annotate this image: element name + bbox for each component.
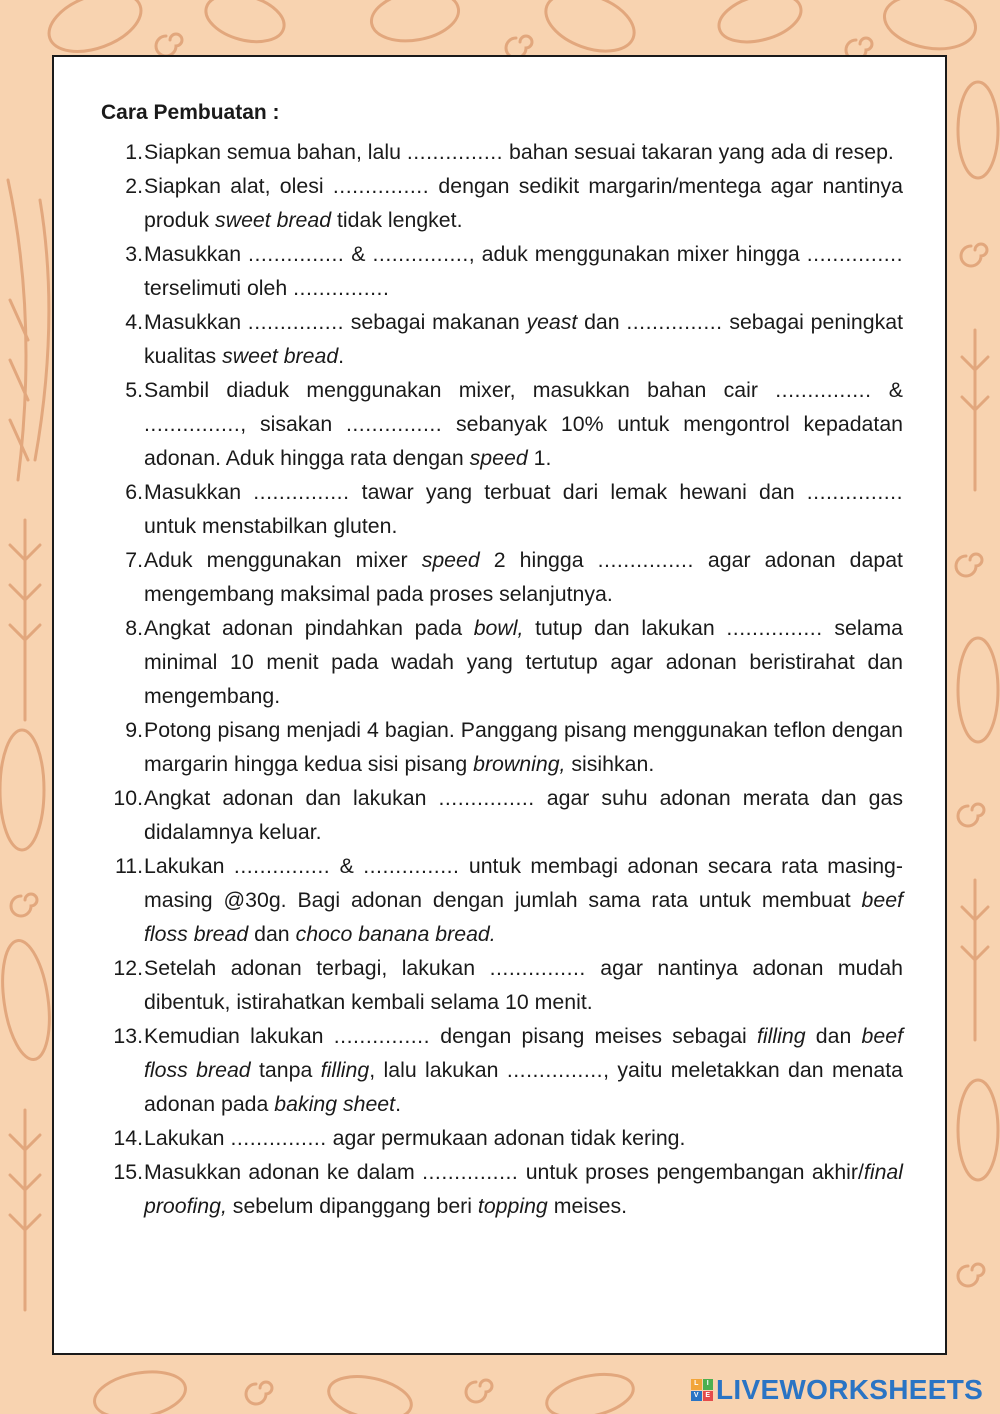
fill-in-blank[interactable]: ............... [345, 412, 443, 436]
step-text: tutup dan lakukan [523, 616, 727, 640]
steps-list [103, 135, 903, 1223]
fill-in-blank[interactable]: ............... [626, 310, 723, 334]
liveworksheets-badge-icon [691, 1379, 713, 1401]
wheat-doodle-icon [10, 1110, 40, 1310]
step-number: 13. [113, 1024, 143, 1048]
step-text: dan [577, 310, 627, 334]
step-text: agar permukaan adonan tidak kering. [326, 1126, 686, 1150]
step-text: sisihkan. [565, 752, 655, 776]
step-item [103, 475, 903, 543]
step-text: Potong pisang menjadi 4 bagian. Panggang pisang menggunakan teflon dengan margarin hingga kedua sisi pisang [144, 718, 903, 776]
step-text: dengan pisang meises sebagai [430, 1024, 758, 1048]
step-text: 1. [527, 446, 552, 470]
fill-in-blank[interactable]: ............... [248, 242, 345, 266]
step-item [103, 1155, 903, 1223]
step-text: sebelum dipanggang beri [226, 1194, 478, 1218]
spiral-doodle-icon [246, 1382, 272, 1404]
step-text: untuk menstabilkan gluten. [144, 514, 398, 538]
step-text: , lalu lakukan [369, 1058, 507, 1082]
step-text: dan [805, 1024, 862, 1048]
step-text: 2 hingga [479, 548, 598, 572]
step-number: 9. [125, 718, 143, 742]
step-text-italic: bowl, [473, 616, 524, 640]
fill-in-blank[interactable]: ............... [372, 242, 469, 266]
step-text: Angkat adonan pindahkan pada [144, 616, 474, 640]
step-number: 7. [125, 548, 143, 572]
section-heading: Cara Pembuatan : [101, 101, 280, 124]
wheat-doodle-icon [10, 520, 40, 720]
step-item [103, 237, 903, 305]
step-text: dengan sedikit margarin/mentega agar nantinya produk [144, 174, 903, 232]
fill-in-blank[interactable]: ............... [775, 378, 872, 402]
step-text: . [395, 1092, 401, 1116]
step-text: Sambil diaduk menggunakan mixer, masukkan bahan cair [144, 378, 776, 402]
step-text: Masukkan [144, 310, 248, 334]
bread-doodle-icon [958, 82, 998, 178]
spiral-doodle-icon [958, 804, 984, 826]
badge-letter: E [703, 1391, 714, 1402]
bread-doodle-icon [538, 0, 642, 62]
step-number: 12. [113, 956, 143, 980]
step-text-italic: speed [469, 446, 528, 470]
liveworksheets-logo-text: LIVEWORKSHEETS [716, 1374, 984, 1405]
bread-doodle-icon [41, 0, 149, 63]
spiral-doodle-icon [956, 554, 982, 576]
step-number: 11. [114, 854, 143, 878]
bread-doodle-icon [880, 0, 980, 56]
step-text-italic: choco banana bread. [295, 922, 496, 946]
fill-in-blank[interactable]: ............... [422, 1160, 519, 1184]
fill-in-blank[interactable]: ............... [489, 956, 586, 980]
badge-letter: I [703, 1379, 714, 1390]
step-text-italic: final proofing, [144, 1160, 903, 1218]
worksheet-card [52, 55, 947, 1355]
step-item [103, 305, 903, 373]
badge-letter: V [691, 1391, 702, 1402]
fill-in-blank[interactable]: ............... [597, 548, 694, 572]
step-item [103, 1121, 903, 1155]
fill-in-blank[interactable]: ............... [253, 480, 350, 504]
step-text: Lakukan [144, 1126, 231, 1150]
step-number: 8. [125, 616, 143, 640]
step-text-italic: filling [757, 1024, 806, 1048]
bread-doodle-icon [0, 730, 44, 850]
bread-doodle-icon [201, 0, 290, 50]
step-text: . [338, 344, 345, 368]
step-text: terselimuti oleh [144, 276, 294, 300]
fill-in-blank[interactable]: ............... [293, 276, 390, 300]
spiral-doodle-icon [958, 1264, 984, 1286]
step-text: & [871, 378, 903, 402]
step-number: 2. [125, 174, 143, 198]
step-text: & [330, 854, 364, 878]
step-text: untuk proses pengembangan akhir/ [518, 1160, 864, 1184]
fill-in-blank[interactable]: ............... [144, 412, 241, 436]
step-text-italic: sweet bread [222, 344, 339, 368]
fill-in-blank[interactable]: ............... [233, 854, 331, 878]
step-text-italic: topping [477, 1194, 548, 1218]
bread-doodle-icon [958, 638, 998, 742]
wheat-doodle-icon [962, 880, 988, 1040]
step-number: 10. [113, 786, 143, 810]
step-text: selama minimal 10 menit pada wadah yang tertutup agar adonan beristirahat dan mengembang. [144, 616, 903, 708]
step-text: Aduk menggunakan mixer [144, 548, 422, 572]
step-item [103, 373, 903, 475]
step-text-italic: sweet bread [215, 208, 332, 232]
fill-in-blank[interactable]: ............... [806, 242, 903, 266]
step-text: Masukkan adonan ke dalam [144, 1160, 423, 1184]
fill-in-blank[interactable]: ............... [247, 310, 345, 334]
fill-in-blank[interactable]: ............... [230, 1126, 327, 1150]
step-text: bahan sesuai takaran yang ada di resep. [503, 140, 894, 164]
step-item [103, 781, 903, 849]
spiral-doodle-icon [11, 894, 37, 916]
step-text: agar nantinya adonan mudah dibentuk, istirahatkan kembali selama 10 menit. [144, 956, 904, 1014]
step-item [103, 849, 903, 951]
fill-in-blank[interactable]: ............... [726, 616, 823, 640]
step-item [103, 611, 903, 713]
step-number: 15. [113, 1160, 143, 1184]
bread-doodle-icon [368, 0, 463, 47]
fill-in-blank[interactable]: ............... [406, 140, 504, 164]
step-number: 3. [125, 242, 143, 266]
step-item [103, 543, 903, 611]
step-text: Masukkan [144, 480, 254, 504]
step-text: agar adonan dapat mengembang maksimal pada proses selanjutnya. [144, 548, 903, 606]
step-item [103, 1019, 903, 1121]
step-text: , yaitu meletakkan dan menata adonan pada [144, 1058, 903, 1116]
fill-in-blank[interactable]: ............... [332, 174, 430, 198]
step-item [103, 713, 903, 781]
step-number: 5. [125, 378, 143, 402]
step-text: Siapkan semua bahan, lalu [144, 140, 407, 164]
step-text: agar suhu adonan merata dan gas didalamnya keluar. [144, 786, 903, 844]
step-text: , sisakan [240, 412, 346, 436]
step-text: , aduk menggunakan mixer hingga [468, 242, 807, 266]
fill-in-blank[interactable]: ............... [333, 1024, 431, 1048]
spiral-doodle-icon [156, 34, 182, 56]
step-text-italic: filling [320, 1058, 370, 1082]
step-text: Angkat adonan dan lakukan [144, 786, 439, 810]
step-text-italic: browning, [473, 752, 566, 776]
step-text: Kemudian lakukan [144, 1024, 334, 1048]
step-text: tawar yang terbuat dari lemak hewani dan [349, 480, 807, 504]
step-text: Lakukan [144, 854, 234, 878]
bread-doodle-icon [714, 0, 807, 50]
liveworksheets-logo [691, 1375, 983, 1405]
step-text: tidak lengket. [331, 208, 463, 232]
fill-in-blank[interactable]: ............... [806, 480, 903, 504]
step-text: Masukkan [144, 242, 249, 266]
bread-doodle-icon [0, 938, 56, 1063]
step-text: Setelah adonan terbagi, lakukan [144, 956, 490, 980]
badge-letter: L [691, 1379, 702, 1390]
step-text-italic: speed [421, 548, 480, 572]
step-text: sebanyak 10% untuk mengontrol kepadatan adonan. Aduk hingga rata dengan [144, 412, 904, 470]
wheat-doodle-icon [962, 330, 988, 490]
bread-doodle-icon [325, 1370, 415, 1414]
step-text: Siapkan alat, olesi [144, 174, 333, 198]
step-number: 1. [125, 140, 143, 164]
spiral-doodle-icon [466, 1380, 492, 1402]
fill-in-blank[interactable]: ............... [506, 1058, 604, 1082]
step-item [103, 135, 903, 169]
step-text: meises. [547, 1194, 628, 1218]
bread-doodle-icon [91, 1365, 189, 1414]
step-text-italic: baking sheet [274, 1092, 396, 1116]
fill-in-blank[interactable]: ............... [363, 854, 460, 878]
step-text-italic: yeast [526, 310, 578, 334]
step-text: untuk membagi adonan secara rata masing-masing @30g. Bagi adonan dengan jumlah sama rata untuk membuat [144, 854, 903, 912]
step-text: tanpa [250, 1058, 321, 1082]
fill-in-blank[interactable]: ............... [438, 786, 535, 810]
step-number: 14. [113, 1126, 143, 1150]
step-item [103, 951, 903, 1019]
step-text: & [344, 242, 373, 266]
spiral-doodle-icon [961, 244, 987, 266]
step-number: 6. [125, 480, 143, 504]
baguette-doodle-icon [35, 200, 49, 460]
step-text: sebagai makanan [344, 310, 527, 334]
step-number: 4. [125, 310, 143, 334]
step-text-italic: beef floss bread [144, 1024, 903, 1082]
step-text: sebagai peningkat kualitas [144, 310, 903, 368]
step-text-italic: beef floss bread [144, 888, 903, 946]
step-text: dan [248, 922, 296, 946]
bread-doodle-icon [958, 1080, 998, 1180]
bread-doodle-icon [543, 1367, 637, 1414]
step-item [103, 169, 903, 237]
